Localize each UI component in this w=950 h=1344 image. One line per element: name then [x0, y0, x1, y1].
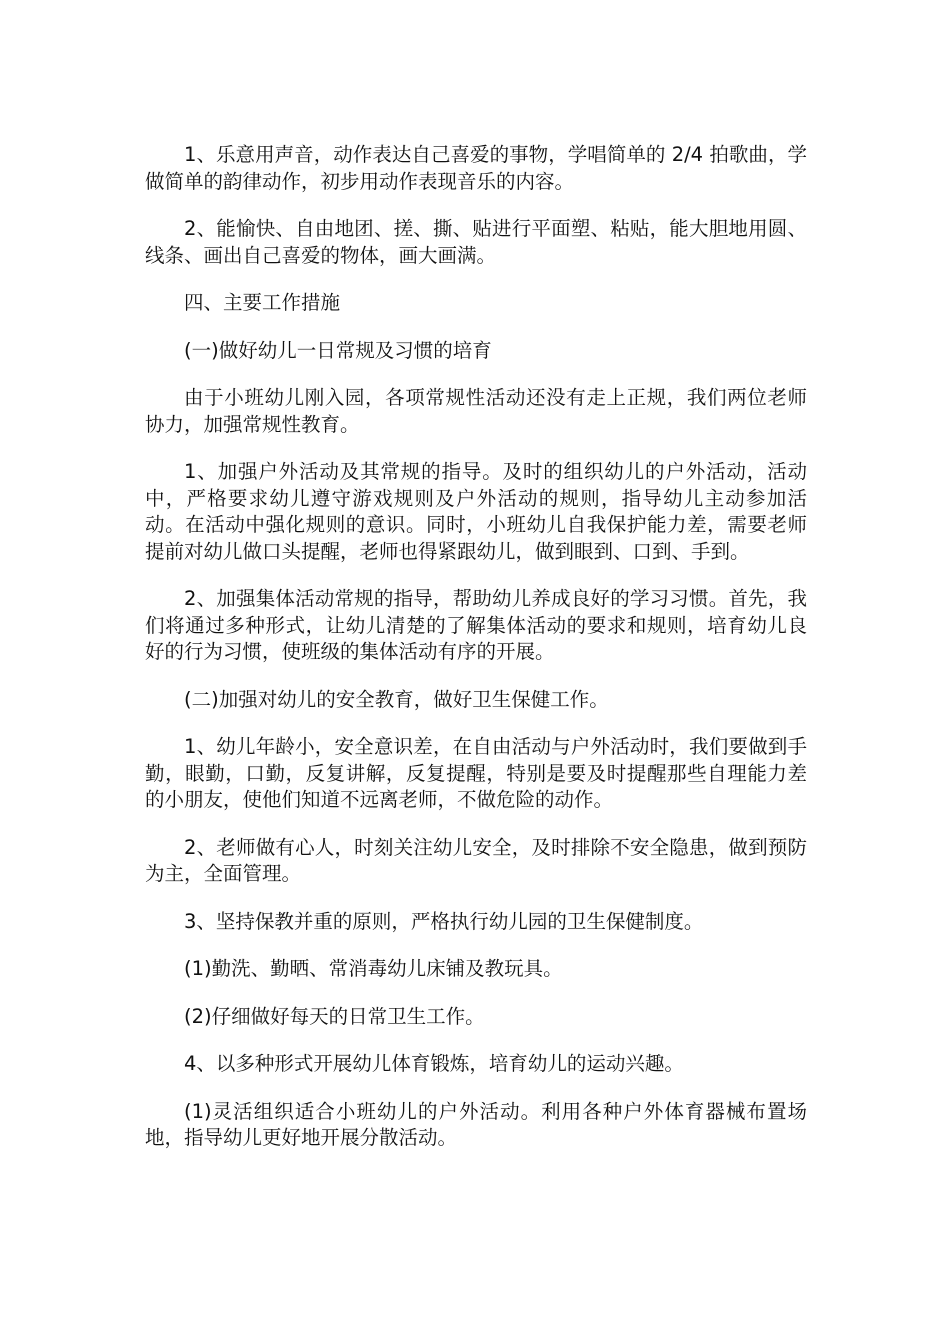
subheading-routine: (一)做好幼儿一日常规及习惯的培育: [184, 338, 492, 362]
paragraph-art: 2、能愉快、自由地团、搓、撕、贴进行平面塑、粘贴，能大胆地用圆、线条、画出自己喜爱的物体，画大画满。: [145, 217, 807, 267]
list-item-outdoor-activities: (1)灵活组织适合小班幼儿的户外活动。利用各种户外体育器械布置场地，指导幼儿更好地开展分散活动。: [145, 1099, 807, 1149]
paragraph-hygiene-principle: 3、坚持保教并重的原则，严格执行幼儿园的卫生保健制度。: [184, 909, 704, 933]
paragraph-group-activity: 2、加强集体活动常规的指导，帮助幼儿养成良好的学习习惯。首先，我们将通过多种形式，让幼儿清楚的了解集体活动的要求和规则，培育幼儿良好的行为习惯，使班级的集体活动有序的开展。: [145, 587, 807, 663]
section-heading-measures: 四、主要工作措施: [184, 291, 341, 314]
paragraph-outdoor: 1、加强户外活动及其常规的指导。及时的组织幼儿的户外活动，活动中，严格要求幼儿遵守游戏规则及户外活动的规则，指导幼儿主动参加活动。在活动中强化规则的意识。同时，小班幼儿自我保护能力差，需要老师提前对幼儿做口头提醒，老师也得紧跟幼儿，做到眼到、口到、手到。: [145, 460, 807, 563]
paragraph-music: 1、乐意用声音，动作表达自己喜爱的事物，学唱简单的 2/4 拍歌曲，学做简单的韵律动作，初步用动作表现音乐的内容。: [145, 143, 807, 193]
paragraph-routine-intro: 由于小班幼儿刚入园，各项常规性活动还没有走上正规，我们两位老师协力，加强常规性教育。: [145, 386, 807, 436]
document-body: [145, 142, 807, 1173]
subheading-safety: (二)加强对幼儿的安全教育，做好卫生保健工作。: [184, 687, 609, 711]
paragraph-safety-awareness: 1、幼儿年龄小，安全意识差，在自由活动与户外活动时，我们要做到手勤，眼勤，口勤，反复讲解，反复提醒，特别是要及时提醒那些自理能力差的小朋友，使他们知道不远离老师，不做危险的动作。: [145, 735, 807, 811]
paragraph-teacher-care: 2、老师做有心人，时刻关注幼儿安全，及时排除不安全隐患，做到预防为主，全面管理。: [145, 835, 807, 885]
list-item-disinfect: (1)勤洗、勤晒、常消毒幼儿床铺及教玩具。: [184, 957, 563, 980]
list-item-daily-hygiene: (2)仔细做好每天的日常卫生工作。: [184, 1004, 485, 1028]
paragraph-exercise: 4、以多种形式开展幼儿体育锻炼，培育幼儿的运动兴趣。: [184, 1052, 684, 1075]
